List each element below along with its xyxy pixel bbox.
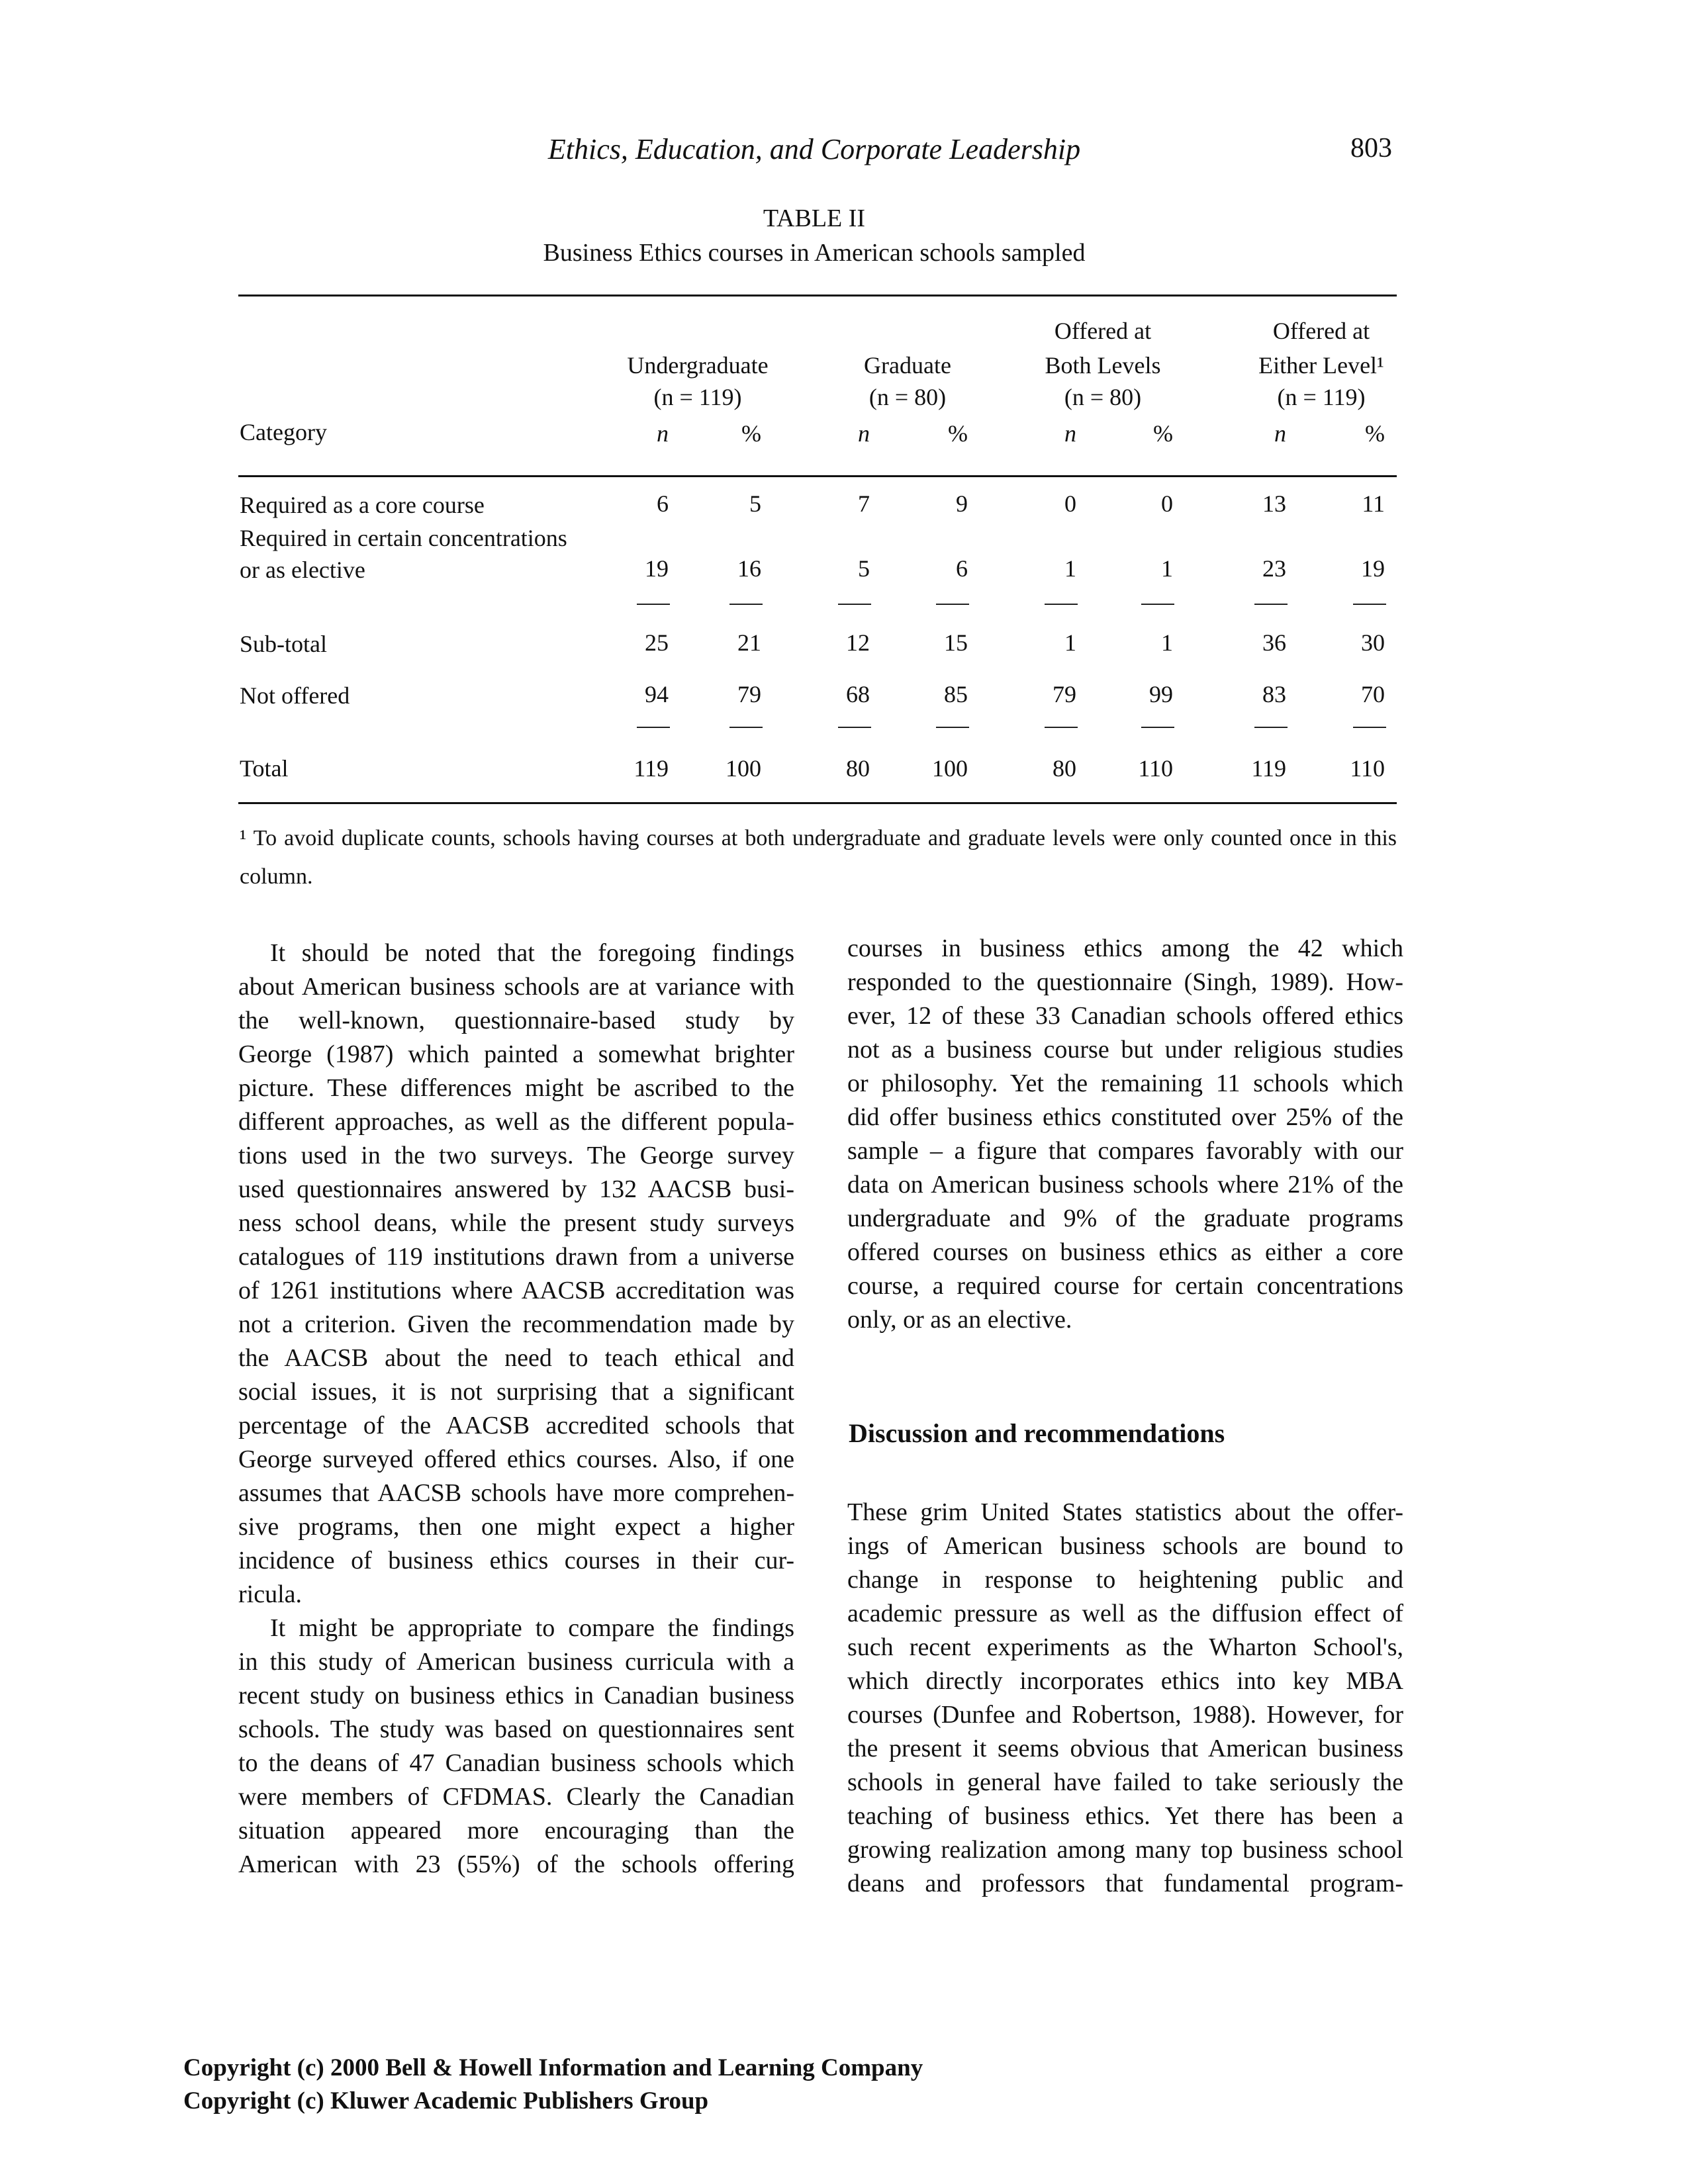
- sum-divider: [1045, 604, 1078, 605]
- text-line: social issues, it is not surprising that a significant: [238, 1378, 794, 1406]
- table-cell: 100: [932, 755, 968, 782]
- copyright-line: Copyright (c) 2000 Bell & Howell Information and Learning Company: [183, 2054, 923, 2081]
- text-line: offered courses on business ethics as either a core: [847, 1238, 1403, 1266]
- table-cell: 12: [846, 629, 870, 656]
- table-cell: 1: [1064, 555, 1076, 582]
- sum-divider: [1353, 727, 1386, 728]
- text-line: responded to the questionnaire (Singh, 1989). How-: [847, 968, 1403, 996]
- table-cell: 16: [737, 555, 761, 582]
- row-label: Not offered: [240, 682, 350, 709]
- table-subtitle: Business Ethics courses in American schools sampled: [543, 239, 1086, 267]
- text-line: sample – a figure that compares favorably with our: [847, 1137, 1403, 1165]
- table-cell: 25: [645, 629, 669, 656]
- sum-divider: [729, 604, 763, 605]
- category-header: Category: [240, 419, 327, 445]
- text-line: recent study on business ethics in Canadian business: [238, 1682, 794, 1709]
- page-number: 803: [1350, 133, 1392, 163]
- table-cell: 85: [944, 681, 968, 707]
- table-cell: 21: [737, 629, 761, 656]
- column-group-header: Graduate: [864, 352, 951, 379]
- table-cell: 19: [1361, 555, 1385, 582]
- text-line: did offer business ethics constituted over 25% of the: [847, 1103, 1403, 1131]
- column-group-sample-size: (n = 80): [868, 384, 947, 410]
- text-line: ricula.: [238, 1580, 303, 1608]
- table-cell: 1: [1064, 629, 1076, 656]
- table-cell: 79: [1053, 681, 1076, 707]
- text-line: such recent experiments as the Wharton School's,: [847, 1633, 1403, 1661]
- column-subheader: n: [657, 420, 669, 447]
- text-line: incidence of business ethics courses in their cur-: [238, 1547, 794, 1574]
- text-line: of 1261 institutions where AACSB accreditation was: [238, 1277, 794, 1304]
- text-line: schools. The study was based on questionnaires sent: [238, 1715, 794, 1743]
- table-cell: 5: [749, 490, 761, 517]
- text-line: or philosophy. Yet the remaining 11 schools which: [847, 1069, 1403, 1097]
- text-line: teaching of business ethics. Yet there has been a: [847, 1802, 1403, 1830]
- table-cell: 7: [858, 490, 870, 517]
- table-cell: 1: [1161, 555, 1173, 582]
- column-group-header: Both Levels: [1045, 352, 1161, 379]
- table-cell: 100: [726, 755, 761, 782]
- text-line: courses in business ethics among the 42 which: [847, 934, 1403, 962]
- text-line: situation appeared more encouraging than the: [238, 1817, 794, 1844]
- text-line: tions used in the two surveys. The George survey: [238, 1142, 794, 1169]
- table-cell: 110: [1350, 755, 1385, 782]
- right-text-column: [847, 932, 1403, 1337]
- section-paragraph: [847, 1496, 1403, 1901]
- running-title: Ethics, Education, and Corporate Leadership: [547, 133, 1081, 165]
- table-cell: 119: [633, 755, 669, 782]
- table-cell: 110: [1138, 755, 1173, 782]
- text-line: courses (Dunfee and Robertson, 1988). However, for: [847, 1701, 1403, 1729]
- table-cell: 30: [1361, 629, 1385, 656]
- column-subheader: %: [741, 420, 761, 447]
- text-line: sive programs, then one might expect a higher: [238, 1513, 794, 1541]
- table-cell: 36: [1262, 629, 1286, 656]
- column-subheader: %: [1365, 420, 1385, 447]
- section-heading: Discussion and recommendations: [849, 1418, 1225, 1448]
- sum-divider: [637, 727, 670, 728]
- column-group-sample-size: (n = 119): [653, 384, 742, 410]
- table-cell: 94: [645, 681, 669, 707]
- table-cell: 9: [956, 490, 968, 517]
- table-cell: 68: [846, 681, 870, 707]
- sum-divider: [1045, 727, 1078, 728]
- table-cell: 15: [944, 629, 968, 656]
- text-line: George (1987) which painted a somewhat brighter: [238, 1040, 794, 1068]
- row-label: Sub-total: [240, 631, 327, 657]
- row-label: Total: [240, 755, 289, 782]
- text-line: which directly incorporates ethics into key MBA: [847, 1667, 1403, 1695]
- column-group-header-line1: Offered at: [1054, 318, 1152, 344]
- table-cell: 119: [1251, 755, 1286, 782]
- text-line: used questionnaires answered by 132 AACSB busi-: [238, 1175, 794, 1203]
- text-line: assumes that AACSB schools have more comprehen-: [238, 1479, 794, 1507]
- table-cell: 13: [1262, 490, 1286, 517]
- column-group-header: Undergraduate: [627, 352, 769, 379]
- left-text-column: [238, 936, 794, 1882]
- column-subheader: n: [858, 420, 870, 447]
- table-cell: 6: [657, 490, 669, 517]
- table-cell: 80: [1053, 755, 1076, 782]
- table-cell: 99: [1149, 681, 1173, 707]
- text-line: about American business schools are at variance with: [238, 973, 794, 1001]
- table-cell: 70: [1361, 681, 1385, 707]
- text-line: It should be noted that the foregoing findings: [270, 939, 794, 967]
- row-label: Required as a core course: [240, 492, 485, 518]
- text-line: picture. These differences might be ascribed to the: [238, 1074, 794, 1102]
- text-line: not as a business course but under religious studies: [847, 1036, 1403, 1064]
- table-cell: 1: [1161, 629, 1173, 656]
- sum-divider: [637, 604, 670, 605]
- text-line: data on American business schools where 21% of the: [847, 1171, 1403, 1199]
- sum-divider: [936, 604, 969, 605]
- sum-divider: [838, 727, 871, 728]
- text-line: percentage of the AACSB accredited schools that: [238, 1412, 794, 1439]
- table-cell: 11: [1362, 490, 1385, 517]
- column-group-sample-size: (n = 80): [1064, 384, 1142, 410]
- text-line: George surveyed offered ethics courses. Also, if one: [238, 1445, 794, 1473]
- text-line: ness school deans, while the present study surveys: [238, 1209, 794, 1237]
- text-line: were members of CFDMAS. Clearly the Canadian: [238, 1783, 794, 1811]
- text-line: different approaches, as well as the different popula-: [238, 1108, 794, 1136]
- table-cell: 23: [1262, 555, 1286, 582]
- table-cell: 19: [645, 555, 669, 582]
- table-top-rule: [238, 295, 1397, 296]
- table-cell: 6: [956, 555, 968, 582]
- text-line: to the deans of 47 Canadian business schools which: [238, 1749, 794, 1777]
- text-line: undergraduate and 9% of the graduate programs: [847, 1205, 1403, 1232]
- text-line: It might be appropriate to compare the findings: [270, 1614, 794, 1642]
- column-group-header-line1: Offered at: [1272, 318, 1370, 344]
- text-line: ever, 12 of these 33 Canadian schools offered ethics: [847, 1002, 1403, 1030]
- table-cell: 80: [846, 755, 870, 782]
- copyright-line: Copyright (c) Kluwer Academic Publishers Group: [183, 2087, 709, 2115]
- text-line: ings of American business schools are bound to: [847, 1532, 1403, 1560]
- sum-divider: [729, 727, 763, 728]
- column-group-sample-size: (n = 119): [1277, 384, 1366, 410]
- text-line: not a criterion. Given the recommendation made by: [238, 1310, 794, 1338]
- row-label: or as elective: [240, 557, 365, 583]
- text-line: course, a required course for certain concentrations: [847, 1272, 1403, 1300]
- text-line: the well-known, questionnaire-based study by: [238, 1007, 794, 1034]
- table-cell: 79: [737, 681, 761, 707]
- column-subheader: %: [1153, 420, 1173, 447]
- text-line: These grim United States statistics about the offer-: [847, 1498, 1403, 1526]
- text-line: deans and professors that fundamental program-: [847, 1870, 1403, 1897]
- text-line: growing realization among many top business school: [847, 1836, 1403, 1864]
- table-cell: 5: [858, 555, 870, 582]
- table-header-rule: [238, 475, 1397, 477]
- table-title: TABLE II: [763, 205, 866, 232]
- table-footnote: ¹ To avoid duplicate counts, schools having courses at both undergraduate and graduate levels were only counted once in this column.: [240, 826, 1397, 889]
- text-line: in this study of American business curricula with a: [238, 1648, 794, 1676]
- text-line: only, or as an elective.: [847, 1306, 1072, 1334]
- text-line: American with 23 (55%) of the schools offering: [238, 1850, 794, 1878]
- text-line: the AACSB about the need to teach ethical and: [238, 1344, 794, 1372]
- text-line: catalogues of 119 institutions drawn from a universe: [238, 1243, 794, 1271]
- sum-divider: [838, 604, 871, 605]
- sum-divider: [1254, 727, 1288, 728]
- column-subheader: %: [948, 420, 968, 447]
- text-line: the present it seems obvious that American business: [847, 1735, 1403, 1762]
- column-subheader: n: [1274, 420, 1286, 447]
- sum-divider: [1353, 604, 1386, 605]
- sum-divider: [1254, 604, 1288, 605]
- table-cell: 83: [1262, 681, 1286, 707]
- column-subheader: n: [1064, 420, 1076, 447]
- column-group-header: Either Level¹: [1258, 352, 1384, 379]
- sum-divider: [936, 727, 969, 728]
- table-cell: 0: [1161, 490, 1173, 517]
- row-label: Required in certain concentrations: [240, 525, 567, 551]
- table-bottom-rule: [238, 802, 1397, 804]
- sum-divider: [1141, 604, 1174, 605]
- table-cell: 0: [1064, 490, 1076, 517]
- text-line: academic pressure as well as the diffusion effect of: [847, 1600, 1403, 1627]
- text-line: schools in general have failed to take seriously the: [847, 1768, 1403, 1796]
- text-line: change in response to heightening public and: [847, 1566, 1403, 1594]
- sum-divider: [1141, 727, 1174, 728]
